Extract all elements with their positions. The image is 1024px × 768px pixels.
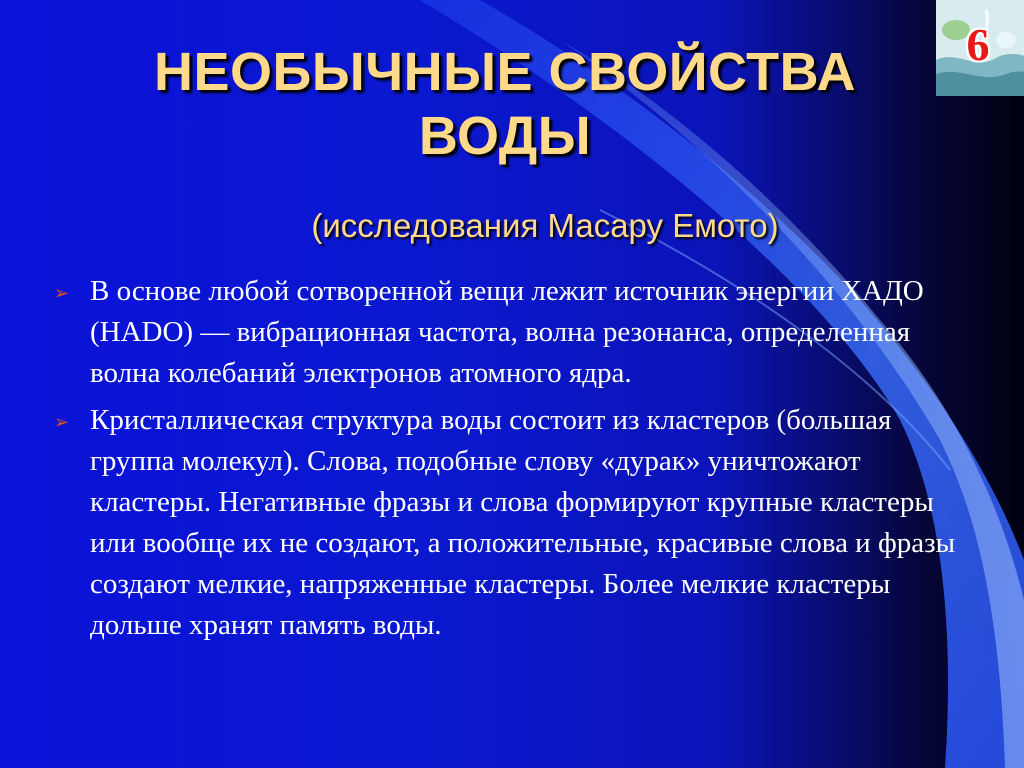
title-line: НЕОБЫЧНЫЕ СВОЙСТВА — [154, 42, 856, 102]
bullet-list — [50, 271, 980, 652]
title-line: ВОДЫ — [418, 106, 592, 166]
arrow-bullet-icon: ➢ — [54, 412, 70, 433]
slide-subtitle: (исследования Масару Емото) — [311, 207, 779, 244]
arrow-bullet-icon: ➢ — [54, 283, 70, 304]
bullet-text: В основе любой сотворенной вещи лежит источник энергии ХАДО (HADO) — вибрационная частота, волна резонанса, определенная волна колебаний электронов атомного ядра. — [90, 275, 924, 389]
slide-number: 6 — [966, 19, 990, 70]
bullet-item — [50, 271, 980, 394]
bullet-item — [50, 400, 980, 646]
slide-title — [40, 40, 970, 168]
bullet-text: Кристаллическая структура воды состоит из кластеров (большая группа молекул). Слова, подобные слову «дурак» уничтожают кластеры. Негативные фразы и слова формируют крупные кластеры или вообще их не создают, а положительные, красивые слова и фразы создают мелкие, напряженные кластеры. Более мелкие кластеры дольше хранят память воды. — [90, 404, 956, 641]
